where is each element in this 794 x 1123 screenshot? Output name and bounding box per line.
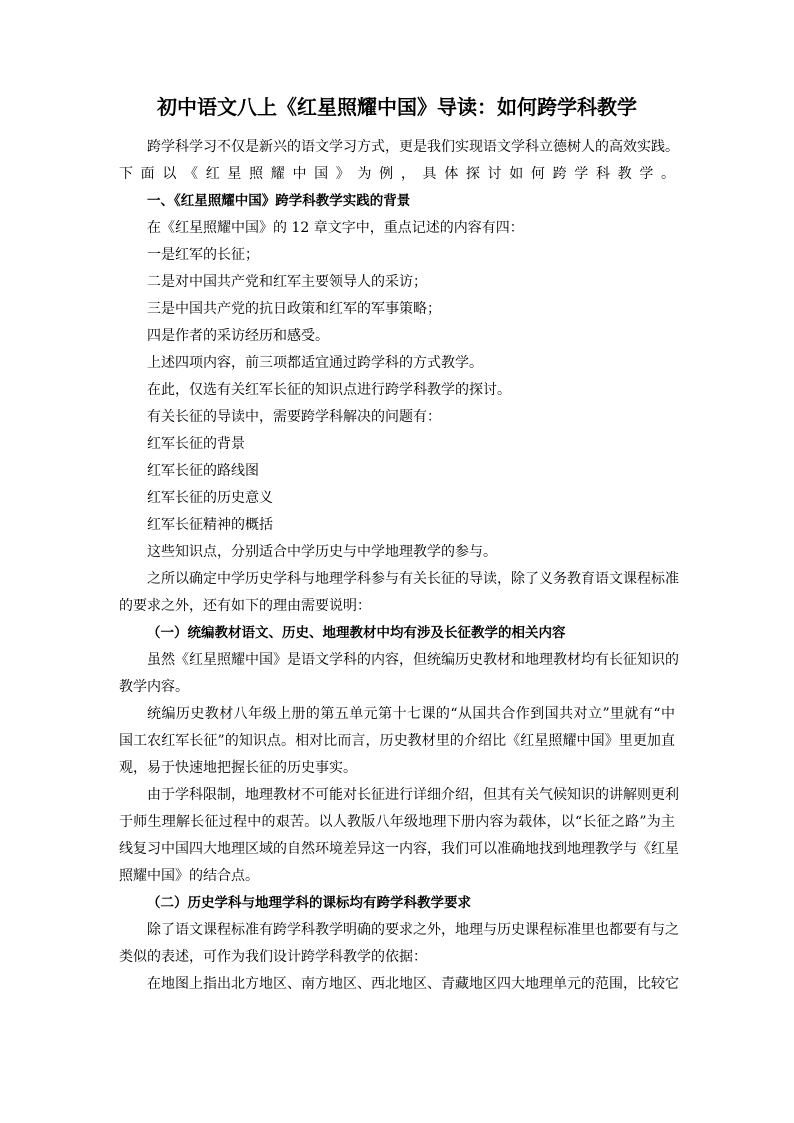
- paragraph-line: 一是红军的长征；: [147, 247, 259, 263]
- paragraph-line: 上述四项内容，前三项都适宜通过跨学科的方式教学。: [147, 355, 483, 371]
- list-item: 红军长征的背景: [147, 436, 245, 452]
- list-item: 红军长征的历史意义: [147, 490, 273, 506]
- paragraph-line: 在《红星照耀中国》的 12 章文字中，重点记述的内容有四：: [147, 220, 524, 236]
- paragraph-line: 这些知识点，分别适合中学历史与中学地理教学的参与。: [147, 544, 497, 560]
- paragraph-line: 的要求之外，还有如下的理由需要说明：: [119, 598, 371, 614]
- paragraph-line: 在地图上指出北方地区、南方地区、西北地区、青藏地区四大地理单元的范围，比较它: [147, 976, 679, 992]
- paragraph-line: 之所以确定中学历史学科与地理学科参与有关长征的导读，除了义务教育语文课程标准: [147, 571, 679, 587]
- document-title: 初中语文八上《红星照耀中国》导读：如何跨学科教学: [157, 95, 637, 119]
- section-heading: 一、《红星照耀中国》跨学科教学实践的背景: [147, 193, 411, 209]
- paragraph-line: 照耀中国》的结合点。: [119, 868, 259, 884]
- subsection-heading: （二）历史学科与地理学科的课标均有跨学科教学要求: [147, 895, 471, 911]
- paragraph-line: 有关长征的导读中，需要跨学科解决的问题有：: [147, 409, 441, 425]
- paragraph-line: 由于学科限制，地理教材不可能对长征进行详细介绍，但其有关气候知识的讲解则更利: [147, 787, 679, 803]
- subsection-heading: （一）统编教材语文、历史、地理教材中均有涉及长征教学的相关内容: [147, 625, 566, 641]
- list-item: 红军长征精神的概括: [147, 517, 273, 533]
- paragraph-line: 二是对中国共产党和红军主要领导人的采访；: [147, 274, 427, 290]
- paragraph-line: 类似的表述，可作为我们设计跨学科教学的依据：: [119, 949, 427, 965]
- paragraph-line: 国工农红军长征”的知识点。相对比而言，历史教材里的介绍比《红星照耀中国》里更加直: [119, 733, 675, 749]
- paragraph-line: 三是中国共产党的抗日政策和红军的军事策略；: [147, 301, 441, 317]
- paragraph-line: 跨学科学习不仅是新兴的语文学习方式，更是我们实现语文学科立德树人的高效实践。: [147, 139, 679, 155]
- paragraph-line: 统编历史教材八年级上册的第五单元第十七课的“从国共合作到国共对立”里就有“中: [147, 706, 675, 722]
- list-item: 红军长征的路线图: [147, 463, 259, 479]
- paragraph-line: 下面以《红星照耀中国》为例，具体探讨如何跨学科教学。: [119, 166, 675, 182]
- paragraph-line: 四是作者的采访经历和感受。: [147, 328, 329, 344]
- paragraph-line: 虽然《红星照耀中国》是语文学科的内容，但统编历史教材和地理教材均有长征知识的: [147, 652, 679, 668]
- paragraph-line: 线复习中国四大地理区域的自然环境差异这一内容，我们可以准确地找到地理教学与《红星: [119, 841, 679, 857]
- paragraph-line: 除了语文课程标准有跨学科教学明确的要求之外，地理与历史课程标准里也都要有与之: [147, 922, 679, 938]
- paragraph-line: 于师生理解长征过程中的艰苦。以人教版八年级地理下册内容为载体，以“长征之路”为主: [119, 814, 675, 830]
- paragraph-line: 观，易于快速地把握长征的历史事实。: [119, 760, 357, 776]
- paragraph-line: 在此，仅选有关红军长征的知识点进行跨学科教学的探讨。: [147, 382, 511, 398]
- paragraph-line: 教学内容。: [119, 679, 189, 695]
